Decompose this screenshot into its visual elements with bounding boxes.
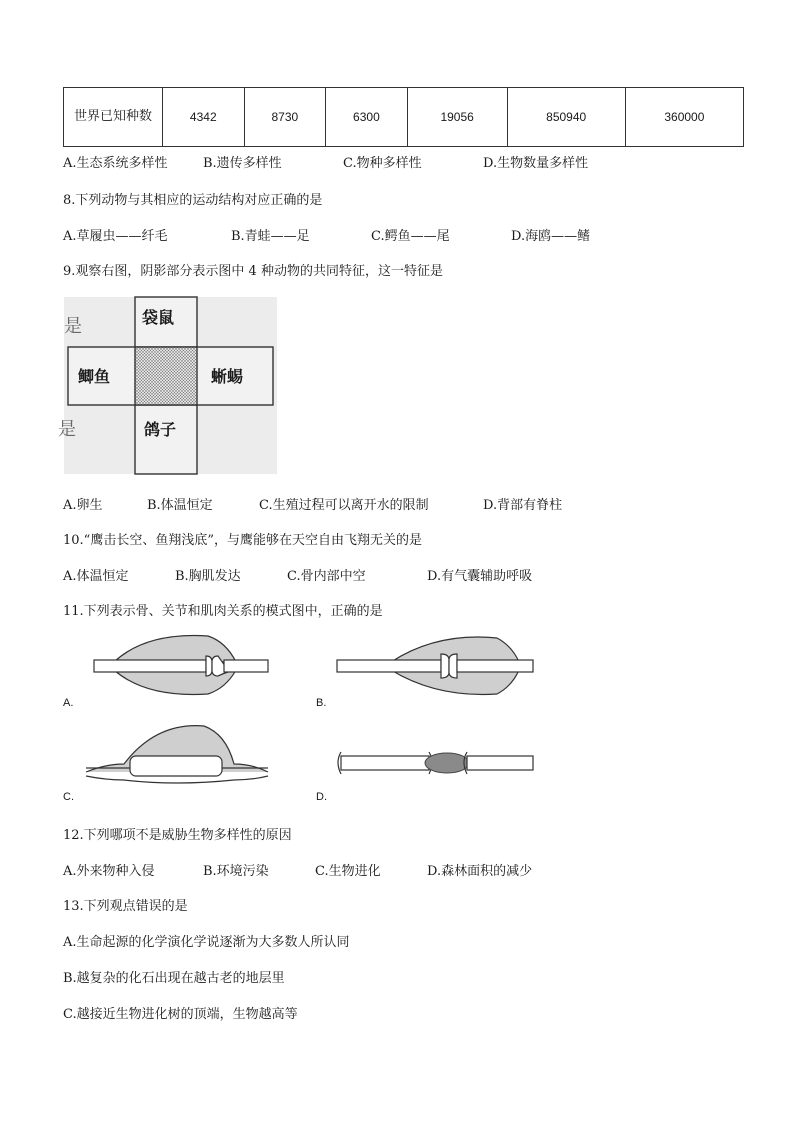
table-cell: 850940 [507, 88, 625, 147]
q9-stem: 9.观察右图，阴影部分表示图中 4 种动物的共同特征，这一特征是 [63, 264, 443, 279]
label-crucian-carp: 鲫鱼 [78, 367, 111, 386]
q10-option-a: A.体温恒定 [63, 569, 129, 584]
table-row [64, 88, 744, 147]
label-lizard: 蜥蜴 [211, 367, 244, 386]
q10-option-d: D.有气囊辅助呼吸 [427, 569, 533, 584]
species-count-table [63, 87, 744, 147]
q11-label-b: B. [316, 697, 327, 709]
q8-option-d: D.海鸥——鳍 [511, 229, 591, 244]
q11-label-a: A. [63, 697, 74, 709]
label-pigeon: 鸽子 [144, 420, 177, 439]
q8-option-b: B.青蛙——足 [231, 229, 310, 244]
q9-cross-figure [58, 297, 277, 474]
table-cell: 19056 [407, 88, 507, 147]
q7-option-b: B.遗传多样性 [203, 156, 282, 171]
q11-label-d: D. [316, 791, 327, 803]
q9-option-c: C.生殖过程可以离开水的限制 [259, 498, 429, 513]
q8-stem: 8.下列动物与其相应的运动结构对应正确的是 [63, 193, 323, 208]
q9-option-b: B.体温恒定 [147, 498, 213, 513]
bone-muscle-figure-a [86, 632, 268, 698]
q12-option-b: B.环境污染 [203, 864, 269, 879]
bone-muscle-figure-b [337, 632, 533, 698]
q8-option-a: A.草履虫——纤毛 [63, 229, 168, 244]
q8-option-c: C.鳄鱼——尾 [371, 229, 450, 244]
q7-option-a: A.生态系统多样性 [63, 156, 168, 171]
q10-option-b: B.胸肌发达 [175, 569, 241, 584]
q7-option-c: C.物种多样性 [343, 156, 422, 171]
q9-option-a: A.卵生 [63, 498, 103, 513]
table-cell: 8730 [244, 88, 326, 147]
q12-option-a: A.外来物种入侵 [63, 864, 155, 879]
cropped-text-bottom: 是 [58, 419, 76, 440]
q13-option-a: A.生命起源的化学演化学说逐渐为大多数人所认同 [63, 935, 350, 950]
cropped-text-top: 是 [64, 316, 82, 337]
q13-option-c: C.越接近生物进化树的顶端，生物越高等 [63, 1007, 298, 1022]
q12-option-c: C.生物进化 [315, 864, 381, 879]
q10-option-c: C.骨内部中空 [287, 569, 366, 584]
q13-stem: 13.下列观点错误的是 [63, 899, 188, 914]
q9-option-d: D.背部有脊柱 [483, 498, 563, 513]
q13-option-b: B.越复杂的化石出现在越古老的地层里 [63, 971, 285, 986]
q10-stem: 10.“鹰击长空、鱼翔浅底”，与鹰能够在天空自由飞翔无关的是 [63, 533, 422, 548]
q11-stem: 11.下列表示骨、关节和肌肉关系的模式图中，正确的是 [63, 604, 383, 619]
q12-stem: 12.下列哪项不是威胁生物多样性的原因 [63, 828, 292, 843]
q7-option-d: D.生物数量多样性 [483, 156, 589, 171]
table-cell: 6300 [326, 88, 408, 147]
table-header-cell: 世界已知种数 [64, 88, 163, 147]
label-kangaroo: 袋鼠 [142, 308, 175, 327]
q12-option-d: D.森林面积的减少 [427, 864, 533, 879]
table-cell: 360000 [625, 88, 743, 147]
q11-label-c: C. [63, 791, 74, 803]
bone-muscle-figure-c [86, 724, 268, 786]
bone-muscle-figure-d [337, 742, 533, 786]
table-cell: 4342 [163, 88, 245, 147]
